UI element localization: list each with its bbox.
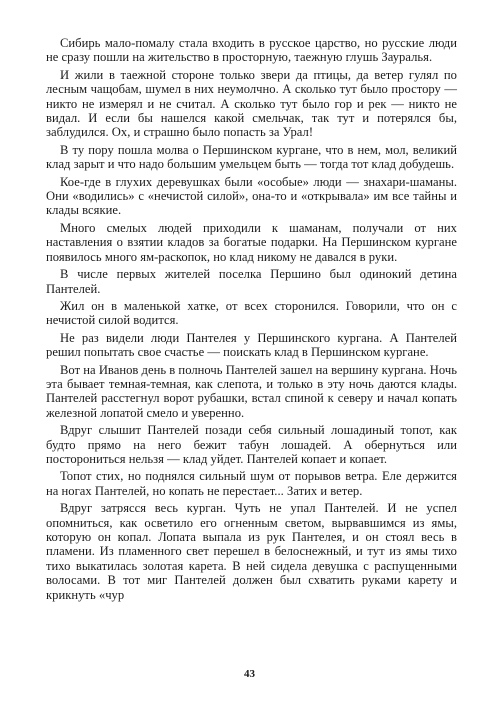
paragraph: Жил он в маленькой хатке, от всех сторонился. Говорили, что он с нечистой силой водится. (46, 298, 457, 328)
paragraph: Топот стих, но поднялся сильный шум от порывов ветра. Еле держится на ногах Пантелей, но копать не перестает... Затих и ветер. (46, 469, 457, 498)
paragraph: Вдруг затрясся весь курган. Чуть не упал Пантелей. И не успел опомниться, как осветило его огненным светом, вырвавшимся из ямы, которую он копал. Лопата выпала из рук Пантелея, и он стоял весь в пламени. Из пламенного свет перешел в белоснежный, и тут из ямы тихо тихо выкатилась золотая карета. В ней сидела девушка с распущенными волосами. В тот миг Пантелей должен был схватить руками карету и крикнуть «чур (46, 501, 457, 602)
paragraph: Вот на Иванов день в полночь Пантелей зашел на вершину кургана. Ночь эта бывает темная-темная, как слепота, и только в эту ночь даются клады. Пантелей расстегнул ворот рубашки, встал спиной к северу и начал копать железной лопатой смело и уверенно. (46, 362, 457, 420)
paragraph: Не раз видели люди Пантелея у Першинского кургана. А Пантелей решил попытать свое счастье — поискать клад в Першинском кургане. (46, 330, 457, 360)
page-number: 43 (244, 668, 255, 680)
paragraph: Много смелых людей приходили к шаманам, получали от них наставления о взятии кладов за богатые подарки. На Першинском кургане появилось много ям-раскопок, но клад никому не давался в руки. (46, 220, 457, 264)
paragraph: Сибирь мало-помалу стала входить в русское царство, но русские люди не сразу пошли на жительство в просторную, таежную глушь Зауралья. (46, 36, 457, 65)
paragraph: В числе первых жителей поселка Першино был одинокий детина Пантелей. (46, 267, 457, 296)
paragraph: Кое-где в глухих деревушках были «особые» люди — знахари-шаманы. Они «водились» с «нечистой силой», она-то и «открывала» им все тайны и клады всякие. (46, 174, 457, 218)
paragraph: И жили в таежной стороне только звери да птицы, да ветер гулял по лесным чащобам, шумел в них неумолчно. А сколько тут было простору — никто не измерял и не считал. А сколько тут было гор и рек — никто не видал. И если бы нашелся какой смельчак, так тут и потерялся бы, заблудился. Ох, и страшно было попасть за Урал! (46, 67, 457, 140)
paragraph: В ту пору пошла молва о Першинском кургане, что в нем, мол, великий клад зарыт и что надо большим умельцем быть — тогда тот клад добудешь. (46, 142, 457, 172)
paragraph: Вдруг слышит Пантелей позади себя сильный лошадиный топот, как будто прямо на него бежит табун лошадей. А обернуться или посторониться нельзя — клад уйдет. Пантелей копает и копает. (46, 423, 457, 466)
